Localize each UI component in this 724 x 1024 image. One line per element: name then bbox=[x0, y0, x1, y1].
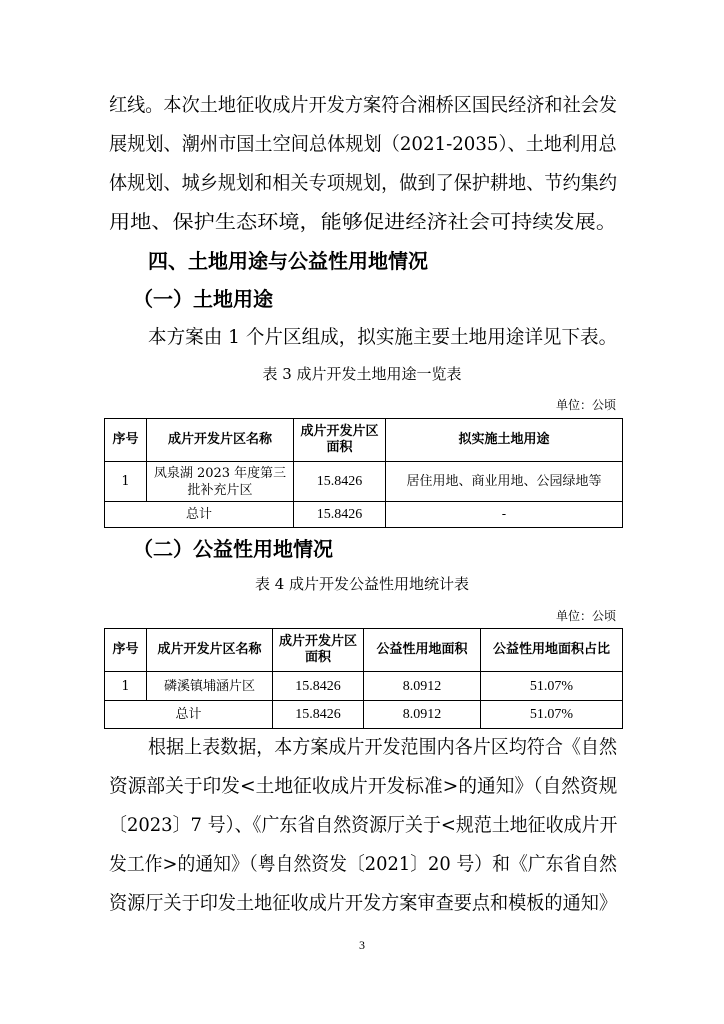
table-cell: 居住用地、商业用地、公园绿地等 bbox=[386, 462, 623, 502]
table-header-cell: 成片开发片区面积 bbox=[273, 629, 364, 672]
table-header-cell: 成片开发片区名称 bbox=[147, 419, 294, 462]
table3-unit: 单位：公顷 bbox=[555, 398, 616, 412]
table-cell: 磷溪镇埔涵片区 bbox=[147, 672, 273, 701]
subsection-heading: （一）土地用途 bbox=[133, 287, 273, 311]
paragraph-line: 展规划、潮州市国土空间总体规划（2021-2035）、土地利用总 bbox=[109, 133, 617, 155]
table-header-row bbox=[105, 419, 623, 462]
table-cell: 51.07% bbox=[481, 701, 623, 729]
table-cell: 1 bbox=[105, 462, 147, 502]
table-header-cell: 拟实施土地用途 bbox=[386, 419, 623, 462]
table-header-cell: 成片开发片区面积 bbox=[294, 419, 386, 462]
table-cell: - bbox=[386, 502, 623, 528]
intro-paragraph: 本方案由 1 个片区组成，拟实施主要土地用途详见下表。 bbox=[148, 326, 618, 348]
table-cell: 凤泉湖 2023 年度第三批补充片区 bbox=[147, 462, 294, 502]
table-header-cell: 序号 bbox=[105, 629, 147, 672]
table-cell: 15.8426 bbox=[273, 672, 364, 701]
table-total-row bbox=[105, 701, 623, 729]
table-header-cell: 序号 bbox=[105, 419, 147, 462]
table-header-cell: 公益性用地面积占比 bbox=[481, 629, 623, 672]
table4-unit: 单位：公顷 bbox=[555, 609, 616, 623]
table-cell: 8.0912 bbox=[364, 672, 481, 701]
table-row bbox=[105, 462, 623, 502]
paragraph-line: 资源部关于印发<土地征收成片开发标准>的通知》（自然资规 bbox=[109, 775, 618, 797]
paragraph-line: 红线。本次土地征收成片开发方案符合湘桥区国民经济和社会发 bbox=[109, 94, 618, 116]
table-cell: 15.8426 bbox=[294, 502, 386, 528]
paragraph-line: 根据上表数据，本方案成片开发范围内各片区均符合《自然 bbox=[148, 736, 618, 758]
table-cell: 总计 bbox=[105, 701, 273, 729]
table3-caption: 表 3 成片开发土地用途一览表 bbox=[262, 365, 462, 383]
table-cell: 15.8426 bbox=[273, 701, 364, 729]
table-cell: 15.8426 bbox=[294, 462, 386, 502]
table-cell: 总计 bbox=[105, 502, 294, 528]
table-header-row bbox=[105, 629, 623, 672]
table4 bbox=[104, 628, 623, 729]
table3 bbox=[104, 418, 623, 528]
paragraph-line: 资源厅关于印发土地征收成片开发方案审查要点和模板的通知》 bbox=[109, 892, 618, 914]
paragraph-line: 发工作>的通知》（粤自然资发〔2021〕20 号）和《广东省自然 bbox=[109, 853, 617, 875]
table-cell: 1 bbox=[105, 672, 147, 701]
table4-caption: 表 4 成片开发公益性用地统计表 bbox=[254, 575, 470, 593]
table-row bbox=[105, 672, 623, 701]
paragraph-line: 体规划、城乡规划和相关专项规划，做到了保护耕地、节约集约 bbox=[109, 172, 618, 194]
paragraph-line: 〔2023〕7 号）、《广东省自然资源厅关于<规范土地征收成片开 bbox=[109, 814, 618, 836]
paragraph-line: 用地、保护生态环境，能够促进经济社会可持续发展。 bbox=[109, 211, 618, 233]
subsection-heading: （二）公益性用地情况 bbox=[133, 537, 333, 561]
page-number: 3 bbox=[359, 938, 365, 952]
section-heading: 四、土地用途与公益性用地情况 bbox=[148, 249, 428, 273]
table-header-cell: 成片开发片区名称 bbox=[147, 629, 273, 672]
table-cell: 51.07% bbox=[481, 672, 623, 701]
table-header-cell: 公益性用地面积 bbox=[364, 629, 481, 672]
table-cell: 8.0912 bbox=[364, 701, 481, 729]
table-total-row bbox=[105, 502, 623, 528]
